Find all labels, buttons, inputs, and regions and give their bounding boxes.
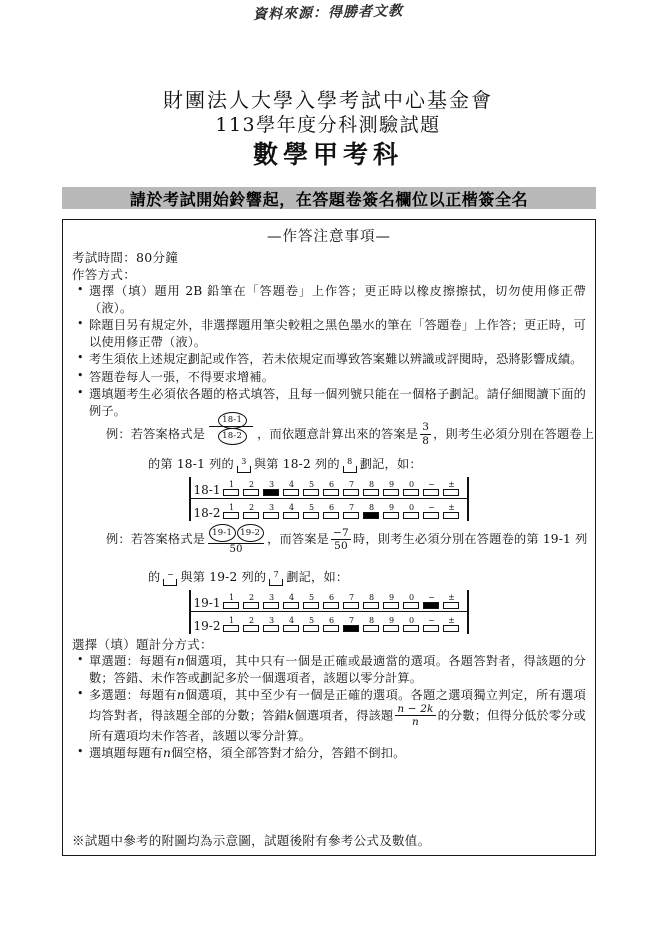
bullet-item: • 答題卷每人一張，不得要求增補。 <box>72 369 586 386</box>
grid-cell-box[interactable] <box>263 625 279 632</box>
grid-cell-label: ± <box>448 480 455 489</box>
grid-cell-box[interactable] <box>383 602 399 609</box>
fill-in-part2: 個空格，須全部答對才給分，答錯不倒扣。 <box>171 746 406 760</box>
grid-cell[interactable] <box>383 503 399 519</box>
grid-cell[interactable] <box>283 503 299 519</box>
grid-cell-filled-minus[interactable] <box>423 593 439 609</box>
grid-cell-label: − <box>428 503 435 512</box>
grid-cell-label: − <box>428 480 435 489</box>
grid-cell-label: 6 <box>328 593 335 602</box>
mark-cell-box <box>269 579 283 586</box>
grid-cell-label: − <box>428 593 435 602</box>
grid-cell-box[interactable] <box>423 489 439 496</box>
fraction-denominator: 8 <box>422 434 430 447</box>
mark-cell-label: 3 <box>241 456 247 466</box>
grid-cell-box[interactable] <box>343 602 359 609</box>
grid-cell-box[interactable] <box>323 489 339 496</box>
grid-row[interactable] <box>191 499 468 521</box>
grid-cell[interactable] <box>303 503 319 519</box>
grid-cell-box[interactable] <box>223 625 239 632</box>
answer-method-bullet-list <box>72 283 586 419</box>
fraction-denominator: 50 <box>334 540 348 552</box>
example-19-answer-format <box>208 524 264 555</box>
example-19-line2-c: 劃記，如： <box>286 570 349 584</box>
grid-cell[interactable] <box>323 616 339 632</box>
grid-cell-label: 2 <box>248 480 255 489</box>
grid-cell-label: 6 <box>328 616 335 625</box>
grid-cell-box[interactable] <box>423 602 439 609</box>
grid-cell[interactable] <box>363 616 379 632</box>
mark-cell-box <box>237 466 251 473</box>
example-18-suffix: ，則考生必須分別在答題卷上 <box>433 426 595 441</box>
mark-cell-box <box>163 579 177 586</box>
grid-cell-filled[interactable] <box>363 503 379 519</box>
example-18-line2-a: 的第 18-1 列的 <box>148 457 234 471</box>
grid-cell-box[interactable] <box>343 489 359 496</box>
grid-cell-label: 9 <box>388 593 395 602</box>
example-18-prefix: 例：若答案格式是 <box>106 426 206 441</box>
grid-cell[interactable] <box>343 503 359 519</box>
grid-cell-label: 3 <box>268 480 275 489</box>
mark-cell-label: − <box>166 569 174 579</box>
organization-title: 財團法人大學入學考試中心基金會 <box>163 88 493 112</box>
grid-cell-box[interactable] <box>303 512 319 519</box>
scoring-bullet-list <box>72 653 586 762</box>
grid-cell[interactable] <box>323 503 339 519</box>
multi-choice-part1: 多選題：每題有 <box>89 688 177 702</box>
example-18-answer-grid <box>189 477 470 521</box>
multi-choice-part3: 個選項者，得該題 <box>294 708 394 722</box>
grid-cell-label: 0 <box>408 616 415 625</box>
grid-cell-box[interactable] <box>243 512 259 519</box>
grid-cell-box[interactable] <box>223 602 239 609</box>
bullet-item: • 考生須依上述規定劃記或作答，若未依規定而導致答案難以辨識或評閱時，恐將影響成績。 <box>72 351 586 368</box>
grid-row[interactable] <box>191 477 468 499</box>
example-19-line2-b: 與第 19-2 列的 <box>180 570 267 584</box>
grid-cell-box[interactable] <box>383 489 399 496</box>
grid-cell-label: 3 <box>268 503 275 512</box>
grid-cell-filled[interactable] <box>343 616 359 632</box>
grid-cell-box[interactable] <box>423 625 439 632</box>
grid-cell[interactable] <box>363 593 379 609</box>
grid-cell-box[interactable] <box>443 602 459 609</box>
example-18-block <box>72 414 595 521</box>
grid-cell[interactable] <box>283 480 299 496</box>
single-choice-part2: 個選項，其中只有一個是正確或最適當的選項。各題答對者，得該題的分數；答錯、未作答或劃記多於一個選項者，該題以零分計算。 <box>89 654 586 685</box>
grid-cell[interactable] <box>243 503 259 519</box>
grid-cell[interactable] <box>383 616 399 632</box>
bullet-item: • 選擇（填）題用 2B 鉛筆在「答題卷」上作答；更正時以橡皮擦擦拭，切勿使用修正帶（液）。 <box>72 283 586 316</box>
grid-cell-label: 1 <box>228 593 235 602</box>
grid-cell-label: 0 <box>408 593 415 602</box>
grid-cell-label: 8 <box>368 480 375 489</box>
grid-cell[interactable] <box>223 503 239 519</box>
single-choice-variable: n <box>176 654 185 668</box>
handwritten-source-annotation: 資料來源：得勝者文教 <box>252 3 404 23</box>
signature-notice-banner <box>62 187 596 209</box>
scoring-multi-choice-item <box>72 687 586 744</box>
grid-cell[interactable] <box>303 616 319 632</box>
grid-row-label: 18-2 <box>193 506 221 520</box>
grid-cell-box[interactable] <box>343 625 359 632</box>
grid-cell-box[interactable] <box>283 625 299 632</box>
format-fraction-bar <box>209 426 253 427</box>
grid-cell[interactable] <box>223 616 239 632</box>
grid-cell-box[interactable] <box>303 489 319 496</box>
example-19-mid-text: ，而答案是 <box>267 532 330 546</box>
grid-cell-box[interactable] <box>323 625 339 632</box>
grid-row-label: 19-2 <box>193 619 221 633</box>
grid-row[interactable] <box>191 612 468 634</box>
grid-cell-label: 5 <box>308 503 315 512</box>
grid-cell-label: 0 <box>408 503 415 512</box>
oval-18-1: 18-1 <box>218 412 247 429</box>
grid-cell-box[interactable] <box>403 489 419 496</box>
grid-cell-label: 0 <box>408 480 415 489</box>
grid-cell-box[interactable] <box>363 512 379 519</box>
grid-cell-box[interactable] <box>223 489 239 496</box>
grid-cell-box[interactable] <box>223 512 239 519</box>
grid-cell-plusminus[interactable] <box>443 593 459 609</box>
grid-cell-label: 9 <box>388 616 395 625</box>
oval-19-2: 19-2 <box>237 524 264 542</box>
multi-choice-score-formula <box>395 704 435 728</box>
grid-cell[interactable] <box>223 480 239 496</box>
grid-cell[interactable] <box>243 616 259 632</box>
bullet-item: • 除題目另有規定外，非選擇題用筆尖較粗之黑色墨水的筆在「答題卷」上作答；更正時，可以使用修正帶（液）。 <box>72 317 586 350</box>
grid-cell-label: 1 <box>228 503 235 512</box>
grid-cell-box[interactable] <box>263 489 279 496</box>
grid-cell-box[interactable] <box>363 489 379 496</box>
grid-cell[interactable] <box>343 593 359 609</box>
grid-cell-label: 6 <box>328 503 335 512</box>
page-title-block <box>0 88 656 172</box>
grid-cell-label: 5 <box>308 593 315 602</box>
grid-cell[interactable] <box>263 503 279 519</box>
grid-cell-box[interactable] <box>363 602 379 609</box>
grid-row-label: 19-1 <box>193 596 221 610</box>
grid-cell-box[interactable] <box>363 625 379 632</box>
example-19-answer-fraction <box>331 528 351 552</box>
grid-cell-minus[interactable] <box>423 616 439 632</box>
grid-cell-box[interactable] <box>423 512 439 519</box>
example-18-answer-format <box>208 414 254 443</box>
grid-cell-filled[interactable] <box>263 480 279 496</box>
scoring-single-choice-item <box>72 653 586 686</box>
grid-cell-label: 9 <box>388 480 395 489</box>
grid-cell-label: 8 <box>368 503 375 512</box>
grid-cell-box[interactable] <box>443 625 459 632</box>
grid-cell[interactable] <box>283 616 299 632</box>
grid-cell[interactable] <box>283 593 299 609</box>
grid-cell-box[interactable] <box>323 512 339 519</box>
grid-cell[interactable] <box>363 480 379 496</box>
grid-cell-label: ± <box>448 593 455 602</box>
grid-cell-box[interactable] <box>383 625 399 632</box>
grid-cell-plusminus[interactable] <box>443 616 459 632</box>
grid-cell[interactable] <box>243 480 259 496</box>
grid-cell[interactable] <box>263 593 279 609</box>
fraction-numerator: −7 <box>333 526 349 539</box>
grid-cell-label: 2 <box>248 616 255 625</box>
example-19-suffix: 時，則考生必須分別在答題卷的第 19-1 列 <box>352 532 588 546</box>
example-18-mid-text: ，而依題意計算出來的答案是 <box>257 426 419 441</box>
multi-choice-part2: 個選項，其中至少有一個是正確的選項。各題之選項獨立判定，所有選項均答對者，得該題全部的分數；答錯 <box>89 688 586 722</box>
answer-method-label: 作答方式： <box>72 267 137 282</box>
mark-cell-label: 7 <box>273 569 279 579</box>
subject-title: 數學甲考科 <box>252 140 403 169</box>
mark-cell-box <box>343 466 357 473</box>
grid-cell[interactable] <box>323 480 339 496</box>
grid-cell[interactable] <box>303 480 319 496</box>
scoring-fill-in-item <box>72 745 586 762</box>
example-19-prefix: 例：若答案格式是 <box>106 532 206 546</box>
multi-choice-variable-k: k <box>286 708 295 722</box>
grid-cell-label: 8 <box>368 593 375 602</box>
signature-notice-text: 請於考試開始鈴響起，在答題卷簽名欄位以正楷簽全名 <box>129 189 529 209</box>
grid-cell-label: 7 <box>348 480 355 489</box>
grid-row-label: 18-1 <box>193 483 221 497</box>
grid-cell-label: ± <box>448 503 455 512</box>
example-18-line2-c: 劃記，如： <box>359 457 422 471</box>
grid-cell-box[interactable] <box>263 512 279 519</box>
grid-cell[interactable] <box>243 593 259 609</box>
grid-cell[interactable] <box>383 480 399 496</box>
grid-cell-box[interactable] <box>443 489 459 496</box>
grid-cell[interactable] <box>403 616 419 632</box>
example-18-answer-grid-wrap <box>72 477 586 521</box>
multi-choice-part4: 的分數；但得分低於零分或所有選項均未作答者，該題以零分計算。 <box>89 708 586 743</box>
scoring-section-label: 選擇（填）題計分方式： <box>72 637 213 652</box>
grid-cell-box[interactable] <box>443 512 459 519</box>
grid-cell[interactable] <box>303 593 319 609</box>
example-19-block <box>72 524 586 634</box>
example-18-answer-fraction <box>420 422 431 446</box>
grid-cell-label: 2 <box>248 503 255 512</box>
example-19-answer-grid <box>189 590 470 634</box>
multi-choice-variable-n: n <box>176 688 185 702</box>
grid-cell-box[interactable] <box>243 602 259 609</box>
grid-cell-box[interactable] <box>323 602 339 609</box>
fill-in-part1: 選填題每題有 <box>89 746 164 760</box>
example-19-line-1 <box>72 524 586 555</box>
grid-cell-box[interactable] <box>383 512 399 519</box>
exam-name-title: 113學年度分科測驗試題 <box>215 114 441 136</box>
grid-cell-label: 5 <box>308 480 315 489</box>
oval-18-2: 18-2 <box>218 428 247 445</box>
grid-cell[interactable] <box>403 503 419 519</box>
formula-numerator: n − 2k <box>397 702 434 715</box>
example-18-line2-b: 與第 18-2 列的 <box>253 457 340 471</box>
fraction-numerator: 3 <box>422 421 430 433</box>
grid-cell-label: 7 <box>348 593 355 602</box>
grid-cell-label: 4 <box>288 616 295 625</box>
grid-cell-label: 4 <box>288 503 295 512</box>
fill-in-variable: n <box>163 746 172 760</box>
instructions-heading: —作答注意事項— <box>267 229 391 245</box>
reference-formula-note: ※試題中參考的附圖均為示意圖，試題後附有參考公式及數值。 <box>72 833 431 848</box>
grid-cell-box[interactable] <box>263 602 279 609</box>
grid-cell-box[interactable] <box>283 602 299 609</box>
grid-cell[interactable] <box>223 593 239 609</box>
grid-cell-label: − <box>428 616 435 625</box>
grid-cell-box[interactable] <box>403 625 419 632</box>
grid-cell-label: 1 <box>228 480 235 489</box>
grid-cell-label: 1 <box>228 616 235 625</box>
grid-cell-label: 9 <box>388 503 395 512</box>
mark-cell-glyph-minus <box>163 570 177 586</box>
grid-cell-label: 6 <box>328 480 335 489</box>
grid-cell-label: 3 <box>268 616 275 625</box>
mark-cell-glyph-3 <box>237 457 251 473</box>
grid-cell-box[interactable] <box>283 512 299 519</box>
grid-cell-box[interactable] <box>243 489 259 496</box>
grid-cell-label: 7 <box>348 616 355 625</box>
grid-row[interactable] <box>191 590 468 612</box>
grid-cell-box[interactable] <box>343 512 359 519</box>
grid-cell-label: ± <box>448 616 455 625</box>
grid-cell-label: 7 <box>348 503 355 512</box>
bullet-item: • 選填題考生必須依各題的格式填答，且每一個列號只能在一個格子劃記。請仔細閱讀下面的例子。 <box>72 386 586 419</box>
grid-cell[interactable] <box>263 616 279 632</box>
grid-cell-plusminus[interactable] <box>443 503 459 519</box>
example-19-answer-grid-wrap <box>72 590 586 634</box>
grid-cell-minus[interactable] <box>423 480 439 496</box>
grid-cell-box[interactable] <box>403 602 419 609</box>
example-19-line-2 <box>72 569 586 586</box>
grid-cell-label: 4 <box>288 480 295 489</box>
grid-cell-box[interactable] <box>243 625 259 632</box>
mark-cell-label: 8 <box>347 456 353 466</box>
grid-cell[interactable] <box>323 593 339 609</box>
grid-cell-box[interactable] <box>403 512 419 519</box>
formula-denominator: n <box>412 716 419 728</box>
grid-cell-label: 5 <box>308 616 315 625</box>
instructions-box <box>62 219 596 856</box>
grid-cell-label: 2 <box>248 593 255 602</box>
grid-cell[interactable] <box>403 593 419 609</box>
mark-cell-glyph-8 <box>343 457 357 473</box>
grid-cell[interactable] <box>383 593 399 609</box>
grid-cell-label: 4 <box>288 593 295 602</box>
example-19-line2-a: 的 <box>148 570 161 584</box>
single-choice-part1: 單選題：每題有 <box>89 654 177 668</box>
grid-cell-label: 3 <box>268 593 275 602</box>
example-18-line-1 <box>72 414 595 447</box>
grid-cell[interactable] <box>403 480 419 496</box>
oval-19-1: 19-1 <box>209 524 236 542</box>
grid-cell-box[interactable] <box>303 625 319 632</box>
grid-cell-box[interactable] <box>283 489 299 496</box>
grid-cell-label: 8 <box>368 616 375 625</box>
example-18-line-2 <box>72 456 586 473</box>
grid-cell-box[interactable] <box>303 602 319 609</box>
grid-cell-plusminus[interactable] <box>443 480 459 496</box>
exam-duration-line: 考試時間：80分鐘 <box>72 250 179 265</box>
grid-cell-minus[interactable] <box>423 503 439 519</box>
mark-cell-glyph-7 <box>269 570 283 586</box>
format-denominator: 50 <box>229 544 243 555</box>
grid-cell[interactable] <box>343 480 359 496</box>
